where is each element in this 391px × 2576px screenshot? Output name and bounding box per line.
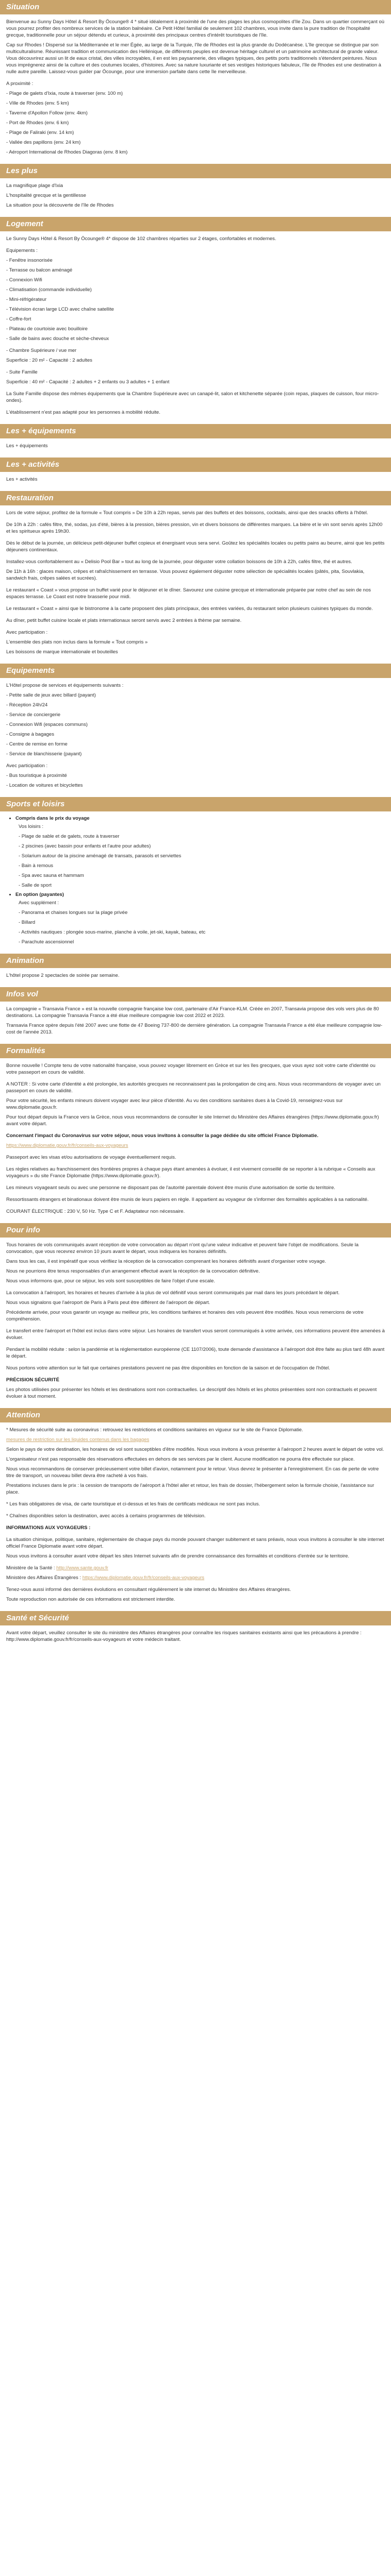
equip-item: - Salle de bains avec douche et sèche-cheveux xyxy=(6,336,109,342)
attention-mae-line xyxy=(6,1574,385,1581)
plus-item: La situation pour la découverte de l'île de Rhodes xyxy=(6,202,114,208)
equipements2-item: - Connexion Wifi (espaces communs) xyxy=(6,722,88,727)
pourinfo-paragraph: Tous horaires de vols communiqués avant réception de votre convocation au départ n'ont qu'une valeur indicative et peuvent faire l'objet de modifications. Seule la convocation, que vous recevrez environ 10 jours avant le départ, vous indiquera les horaires définitifs. xyxy=(6,1242,359,1255)
section-header-pourinfo: Pour info xyxy=(0,1223,391,1238)
mae-label: Ministère des Affaires Étrangères : xyxy=(6,1575,82,1581)
proximity-item: - Taverne d'Apollon Follow (env. 4km) xyxy=(6,110,88,116)
section-header-attention: Attention xyxy=(0,1408,391,1422)
section-header-activites: Les + activités xyxy=(0,457,391,472)
logement-note: L'établissement n'est pas adapté pour les personnes à mobilité réduite. xyxy=(6,410,160,415)
sports-paid xyxy=(6,900,385,945)
formalites-paragraph: Passeport avec les visas et/ou autorisations de voyage éventuellement requis. xyxy=(6,1155,176,1160)
activites-block xyxy=(0,472,391,491)
restauration-paid-title: Avec participation : xyxy=(6,630,48,635)
equip-item: - Terrasse ou balcon aménagé xyxy=(6,267,73,273)
sports-paid-item: - Activités nautiques : plongée sous-marine, planche à voile, jet-ski, kayak, bateau, etc xyxy=(19,929,206,935)
equipements2-item: - Consigne à bagages xyxy=(6,732,54,737)
formalites-covid-link[interactable] xyxy=(6,1142,385,1149)
sports-included-sub: Vos loisirs : xyxy=(19,824,44,829)
pourinfo-paragraph: Les photos utilisées pour présenter les hôtels et les destinations sont non contractuelles. Le descriptif des hôtels et les photos présentées sont non contractuels et peuvent évoluer à tout moment. xyxy=(6,1387,377,1399)
sports-included-title: • Compris dans le prix du voyage xyxy=(15,816,385,822)
proximity-item: - Port de Rhodes (env. 6 km) xyxy=(6,120,69,126)
equipements2-paid-item: - Location de voitures et bicyclettes xyxy=(6,783,83,788)
sports-paid-sub: Avec supplément : xyxy=(19,900,59,906)
sports-included xyxy=(6,823,385,889)
formalites-block xyxy=(0,1058,391,1223)
section-header-infos: Infos vol xyxy=(0,987,391,1002)
attention-paragraph: Toute reproduction non autorisée de ces informations est strictement interdite. xyxy=(6,1597,175,1602)
restauration-paragraph: Dès le début de la journée, un délicieux petit-déjeuner buffet copieux et énergisant vous sera servi. Goûtez les spécialités locales ou petits pains au beurre, ainsi que les petits déjeuners continentaux. xyxy=(6,540,385,553)
situation-paragraph-1: Bienvenue au Sunny Days Hôtel & Resort By Öcounge® 4 * situé idéalement à proximité de l'une des plages les plus cosmopolites d'Ile Zou. Dans un quartier commerçant où vous pourrez profiter des nombreux services de la station balnéaire. Ce Petit Hôtel familial de seulement 102 chambres, vous invite dans la pure tradition de l'hospitalité grecque, traditionnelle pour un séjour détendu et curieux, à proximité des principaux centres d'intérêt touristiques de l'île. xyxy=(6,19,385,38)
room-suite: - Suite Famille xyxy=(6,369,38,375)
animation-block xyxy=(0,968,391,987)
attention-paragraph: * Mesures de sécurité suite au coronavirus : retrouvez les restrictions et conditions sanitaires en vigueur sur le site de France Diplomatie. xyxy=(6,1427,303,1433)
attention-block xyxy=(0,1422,391,1611)
pourinfo-paragraph: Dans tous les cas, il est impératif que vous vérifiiez la réception de la convocation comprenant les horaires définitifs avant d'organiser votre voyage. xyxy=(6,1259,327,1264)
formalites-paragraph: Les règles relatives au franchissement des frontières propres à chaque pays étant amenées à évoluer, il est vivement conseillé de se reporter à la rubrique « Conseils aux voyageurs » du site France Diplomatie (https://www.diplomatie.gouv.fr). xyxy=(6,1166,376,1179)
sante-block xyxy=(0,1625,391,1651)
animation-text: L'hôtel propose 2 spectacles de soirée par semaine. xyxy=(6,973,120,978)
restauration-paragraph: Le restaurant « Coast » vous propose un buffet varié pour le déjeuner et le dîner. Savourez une cuisine grecque et internationale préparée par notre chef au sein de nos espaces terrasse. Le Coast est notre brasserie pour midi. xyxy=(6,587,371,600)
equipements2-paid-title: Avec participation : xyxy=(6,763,48,769)
plus-block xyxy=(0,178,391,217)
attention-paragraph: Tenez-vous aussi informé des dernières évolutions en consultant régulièrement le site internet du Ministère des Affaires étrangères. xyxy=(6,1587,291,1592)
section-header-equipements2: Equipements xyxy=(0,664,391,678)
sports-included-item: - Plage de sable et de galets, route à traverser xyxy=(19,834,120,839)
equip-item: - Mini-réfrigérateur xyxy=(6,297,47,302)
pourinfo-paragraph: La convocation à l'aéroport, les horaires et heures d'arrivée à la plus de vol définitif vous seront communiqués par mail dans les jours précédant le départ. xyxy=(6,1290,340,1296)
logement-note: La Suite Famille dispose des mêmes équipements que la Chambre Supérieure avec un canapé-lit, salon et kitchenette séparée (coin repas, plaques de cuisson, four micro-ondes). xyxy=(6,391,379,403)
attention-info-title: INFORMATIONS AUX VOYAGEURS : xyxy=(6,1525,91,1531)
sports-block xyxy=(0,811,391,954)
plus-item: L'hospitalité grecque et la gentillesse xyxy=(6,193,86,198)
pourinfo-paragraph: Nous vous informons que, pour ce séjour, les vols sont susceptibles de faire l'objet d'une escale. xyxy=(6,1278,215,1284)
attention-paragraph: * Chaînes disponibles selon la destination, avec accès à certains programmes de télévision. xyxy=(6,1513,206,1519)
attention-paragraph: Selon le pays de votre destination, les horaires de vol sont susceptibles d'être modifiés. Nous vous invitons à vous présenter à l'aéroport 2 heures avant le départ de votre vol. xyxy=(6,1447,384,1452)
equip-title: Equipements : xyxy=(6,248,38,253)
logement-intro: Le Sunny Days Hôtel & Resort By Öcounge® 4* dispose de 102 chambres réparties sur 2 étages, confortables et modernes. xyxy=(6,236,276,242)
sports-included-item: - Salle de sport xyxy=(19,883,52,888)
sports-list xyxy=(6,892,385,898)
attention-paragraph: La situation chimique, politique, sanitaire, réglementaire de chaque pays du monde pouvant changer subitement et sans préavis, nous vous invitons à consulter le site internet officiel France Diplomatie avant votre départ. xyxy=(6,1537,384,1549)
sports-paid-item: - Billard xyxy=(19,920,36,925)
logement-block xyxy=(0,231,391,424)
equipements2-item: - Centre de remise en forme xyxy=(6,741,68,747)
infos-block xyxy=(0,1002,391,1044)
section-header-animation: Animation xyxy=(0,954,391,968)
equip-item: - Climatisation (commande individuelle) xyxy=(6,287,92,293)
situation-paragraph-2: Cap sur Rhodes ! Dispersé sur la Méditerranée et le mer Égée, au large de la Turquie, l'île de Rhodes est la plus grande du Dodécanèse. L'île grecque se distingue par son multiculturalisme. Réunissant tradition et communication des Hellénique, de différents peuples est devenue héritage culturel et un patrimoine architectural de grande valeur. Vous découvrirez aussi un lit de eaux cristal, des villes incroyables, il en est les paysannerie, des villages typiques, des petits ports traditionnels s'étendent peintures. Nous vous imprégnerez ainsi de la culture et des coutumes locales, d'histoires. Avec sa nature luxuriante et ses vestiges historiques fabuleux, l'île de Rhodes est une destination à nulle autre pareille. Laissez-vous guider par Öcounge, pour une immersion parfaite dans cette île merveilleuse. xyxy=(6,42,381,75)
equipements2-item: - Réception 24h/24 xyxy=(6,702,48,708)
equipements-block xyxy=(0,438,391,457)
restauration-paragraph: De 11h à 16h : glaces maison, crêpes et rafraîchissement en terrasse. Vous pouvez également déguster notre sélection de spécialités locales (pâtés, pita, Souvlakia, sandwich frais, crêpes salées et sucrées). xyxy=(6,569,365,581)
formalites-paragraph: Bonne nouvelle ! Compte tenu de votre nationalité française, vous pouvez voyager librement en Grèce et sur les îles grecques, que vous ayez soit votre carte d'identité ou votre passeport en cours de validité. xyxy=(6,1063,376,1075)
infos-paragraph: La compagnie « Transavia France » est la nouvelle compagnie française low cost, partenaire d'Air France-KLM. Créée en 2007, Transavia propose des vols vers plus de 80 destinations. La compagnie Transavia France a été élue meilleure compagnie low cost 2022 et 2023. xyxy=(6,1006,379,1019)
pourinfo-paragraph: Nous ne pourrions être tenus responsables d'un arrangement effectué avant la réception de la convocation définitive. xyxy=(6,1268,260,1274)
restauration-block xyxy=(0,505,391,664)
restauration-paragraph: De 10h à 22h : cafés filtre, thé, sodas, jus d'été, bières à la pression, bières pression, vin et divers boissons de différentes marques. La bière et le vin sont servis après 12h00 et les spiritueux après 19h30. xyxy=(6,522,383,534)
attention-paragraph: Nous vous invitons à consulter avant votre départ les sites Internet suivants afin de prendre connaissance des formalités et conditions d'entrée sur le territoire. xyxy=(6,1553,350,1559)
pourinfo-paragraph: Pendant la mobilité réduite : selon la pandémie et la réglementation européenne (CE 1107/2006), toute demande d'assistance à l'aéroport doit être faite au plus tard 48h avant le départ. xyxy=(6,1347,385,1359)
equipements2-item: - Service de blanchisserie (payant) xyxy=(6,751,82,757)
equip-item: - Fenêtre insonorisée xyxy=(6,258,53,263)
section-header-sante: Santé et Sécurité xyxy=(0,1611,391,1625)
formalites-paragraph: COURANT ÉLECTRIQUE : 230 V, 50 Hz. Type C et F. Adaptateur non nécessaire. xyxy=(6,1209,185,1214)
restauration-paragraph: Le restaurant « Coast » ainsi que le bistronome à la carte proposent des plats principaux, des entrées variées, du restaurant selon plusieurs cuisines typiques du monde. xyxy=(6,606,373,612)
formalites-covid-title: Concernant l'impact du Coronavirus sur votre séjour, nous vous invitons à consulter la page dédiée du site officiel France Diplomatie. xyxy=(6,1133,319,1139)
equipements2-paid-item: - Bus touristique à proximité xyxy=(6,773,67,778)
formalites-paragraph: Ressortissants étrangers et binationaux doivent être munis de leurs papiers en règle. Il appartient au voyageur de s'informer des formalités applicables à sa nationalité. xyxy=(6,1197,369,1202)
attention-paragraph: L'organisateur n'est pas responsable des réservations effectuées en dehors de ses services par le client. Aucune modification ne pourra être effectuée sur place. xyxy=(6,1456,355,1462)
restauration-paragraph: Installez-vous confortablement au « Delisio Pool Bar » tout au long de la journée, pour déguster votre collation boissons de 10h à 22h, cafés filtre, thé et autres. xyxy=(6,559,352,565)
attention-paragraph: * Les frais obligatoires de visa, de carte touristique et ci-dessus et les frais de certificats médicaux ne sont pas inclus. xyxy=(6,1501,260,1507)
plus-item: La magnifique plage d'Ixia xyxy=(6,183,63,189)
sante-paragraph: Avant votre départ, veuillez consulter le site du ministère des Affaires étrangères pour connaître les risques sanitaires existants ainsi que les précautions à prendre : http://www.diplomatie.gouv.fr/fr/conseils-aux-voyageurs et votre médecin traitant. xyxy=(6,1630,362,1642)
section-header-logement: Logement xyxy=(0,217,391,231)
formalites-paragraph: A NOTER : Si votre carte d'identité a été prolongée, les autorités grecques ne reconnaissent pas la prolongation de cinq ans. Nous vous recommandons de voyager avec un passeport en cours de validité. xyxy=(6,1081,381,1094)
section-header-restauration: Restauration xyxy=(0,491,391,505)
activites-text: Les + activités xyxy=(6,477,38,482)
formalites-paragraph: Les mineurs voyageant seuls ou avec une personne ne disposant pas de l'autorité parentale doivent être munis d'une autorisation de sortie du territoire. xyxy=(6,1185,335,1191)
proximity-item: - Plage de galets d'Ixia, route à traverser (env. 100 m) xyxy=(6,91,123,96)
section-header-plus: Les plus xyxy=(0,164,391,178)
sports-included-item: - 2 piscines (avec bassin pour enfants et l'autre pour adultes) xyxy=(19,843,151,849)
sports-included-item: - Spa avec sauna et hammam xyxy=(19,873,84,878)
pourinfo-paragraph: Nous portons votre attention sur le fait que certaines prestations peuvent ne pas être disponibles en fonction de la saison et de l'occupation de l'hôtel. xyxy=(6,1365,330,1371)
section-header-sports: Sports et loisirs xyxy=(0,797,391,811)
formalites-paragraph: Pour votre sécurité, les enfants mineurs doivent voyager avec leur pièce d'identité. Au vu des conditions sanitaires dues à la Covid-19, renseignez-vous sur www.diplomatie.gouv.fr. xyxy=(6,1098,343,1110)
room-suite-area: Superficie : 40 m² - Capacité : 2 adultes + 2 enfants ou 3 adultes + 1 enfant xyxy=(6,379,170,385)
proximity-item: - Vallée des papillons (env. 24 km) xyxy=(6,140,81,145)
equip-item: - Plateau de courtoisie avec bouilloire xyxy=(6,326,88,332)
sports-included-item: - Bain à remous xyxy=(19,863,54,869)
proximity-item: - Plage de Faliraki (env. 14 km) xyxy=(6,130,74,135)
sante-label: Ministère de la Santé : xyxy=(6,1565,55,1571)
equipements2-intro: L'Hôtel propose de services et équipements suivants : xyxy=(6,683,124,688)
formalites-paragraph: Pour tout départ depuis la France vers la Grèce, nous vous recommandons de consulter le site Internet du Ministère des Affaires étrangères (https://www.diplomatie.gouv.fr) avant votre départ. xyxy=(6,1114,379,1127)
equip-item: - Connexion Wifi xyxy=(6,277,42,283)
sports-paid-item: - Parachute ascensionnel xyxy=(19,939,74,945)
room-superieure-area: Superficie : 20 m² - Capacité : 2 adultes xyxy=(6,358,92,363)
pourinfo-security-title: PRÉCISION SÉCURITÉ xyxy=(6,1377,59,1383)
situation-block xyxy=(0,14,391,164)
sports-paid-title: • En option (payantes) xyxy=(15,892,385,898)
equipements-text: Les + équipements xyxy=(6,443,48,449)
mae-link[interactable]: https://www.diplomatie.gouv.fr/fr/conseils-aux-voyageurs xyxy=(82,1575,205,1581)
equip-item: - Télévision écran large LCD avec chaîne satellite xyxy=(6,307,114,312)
proximity-title: A proximité : xyxy=(6,81,34,87)
attention-sante-line xyxy=(6,1565,385,1571)
proximity-item: - Ville de Rhodes (env. 5 km) xyxy=(6,100,69,106)
attention-paragraph: Nous vous recommandons de conserver précieusement votre billet d'avion, notamment pour le retour. Vous devrez le présenter à l'enregistrement. En cas de perte de votre titre de transport, un nouveau billet devra être racheté à vos frais. xyxy=(6,1466,379,1479)
attention-link-line[interactable] xyxy=(6,1436,385,1443)
restauration-paid-item: Les boissons de marque internationale et bouteilles xyxy=(6,649,118,655)
infos-paragraph: Transavia France opère depuis l'été 2007 avec une flotte de 47 Boeing 737-800 de dernière génération. La compagnie Transavia France a été élue meilleure compagnie low-cost de l'année 2013. xyxy=(6,1023,383,1035)
sports-included-item: - Solarium autour de la piscine aménagé de transats, parasols et serviettes xyxy=(19,853,182,859)
pourinfo-paragraph: Précédente arrivée, pour vous garantir un voyage au meilleur prix, les conditions tarifaires et horaires des vols peuvent être modifiés. Nous vous remercions de votre compréhension. xyxy=(6,1310,364,1322)
sante-link[interactable]: http://www.sante.gouv.fr xyxy=(56,1565,108,1571)
restauration-paragraph: Au dîner, petit buffet cuisine locale et plats internationaux seront servis avec 2 entrées à thème par semaine. xyxy=(6,618,242,623)
equipements2-block xyxy=(0,678,391,797)
equipements2-item: - Service de conciergerie xyxy=(6,712,61,718)
diplomatie-link[interactable]: https://www.diplomatie.gouv.fr/fr/conseils-aux-voyageurs xyxy=(6,1143,128,1148)
pourinfo-paragraph: Nous vous signalons que l'aéroport de Paris à Paris peut être différent de l'aéroport de départ. xyxy=(6,1300,210,1306)
equip-item: - Coffre-fort xyxy=(6,316,31,322)
section-header-equipements: Les + équipements xyxy=(0,424,391,438)
pourinfo-block xyxy=(0,1238,391,1408)
sports-paid-item: - Panorama et chaises longues sur la plage privée xyxy=(19,910,128,916)
room-superieure: - Chambre Supérieure / vue mer xyxy=(6,348,77,353)
equipements2-item: - Petite salle de jeux avec billard (payant) xyxy=(6,692,96,698)
liquides-link[interactable]: mesures de restriction sur les liquides contenus dans les bagages xyxy=(6,1437,150,1443)
attention-paragraph: Prestations incluses dans le prix : la cession de transports de l'aéroport à l'hôtel aller et retour, les frais de dossier, l'hébergement selon la formule choisie, l'assistance sur place. xyxy=(6,1483,374,1495)
restauration-paid-item: L'ensemble des plats non inclus dans la formule « Tout compris » xyxy=(6,639,148,645)
sports-list xyxy=(6,816,385,822)
pourinfo-paragraph: Le transfert entre l'aéroport et l'hôtel est inclus dans votre séjour. Les horaires de transfert vous seront communiqués à votre arrivée, ces informations peuvent être amenées à évoluer. xyxy=(6,1328,385,1341)
restauration-paragraph: Lors de votre séjour, profitez de la formule « Tout compris » De 10h à 22h repas, servis par des buffets et des boissons, cocktails, ainsi que des snacks offerts à l'hôtel. xyxy=(6,510,368,516)
section-header-formalites: Formalités xyxy=(0,1044,391,1058)
proximity-item: - Aéroport International de Rhodes Diagoras (env. 8 km) xyxy=(6,149,128,155)
section-header-situation: Situation xyxy=(0,0,391,14)
